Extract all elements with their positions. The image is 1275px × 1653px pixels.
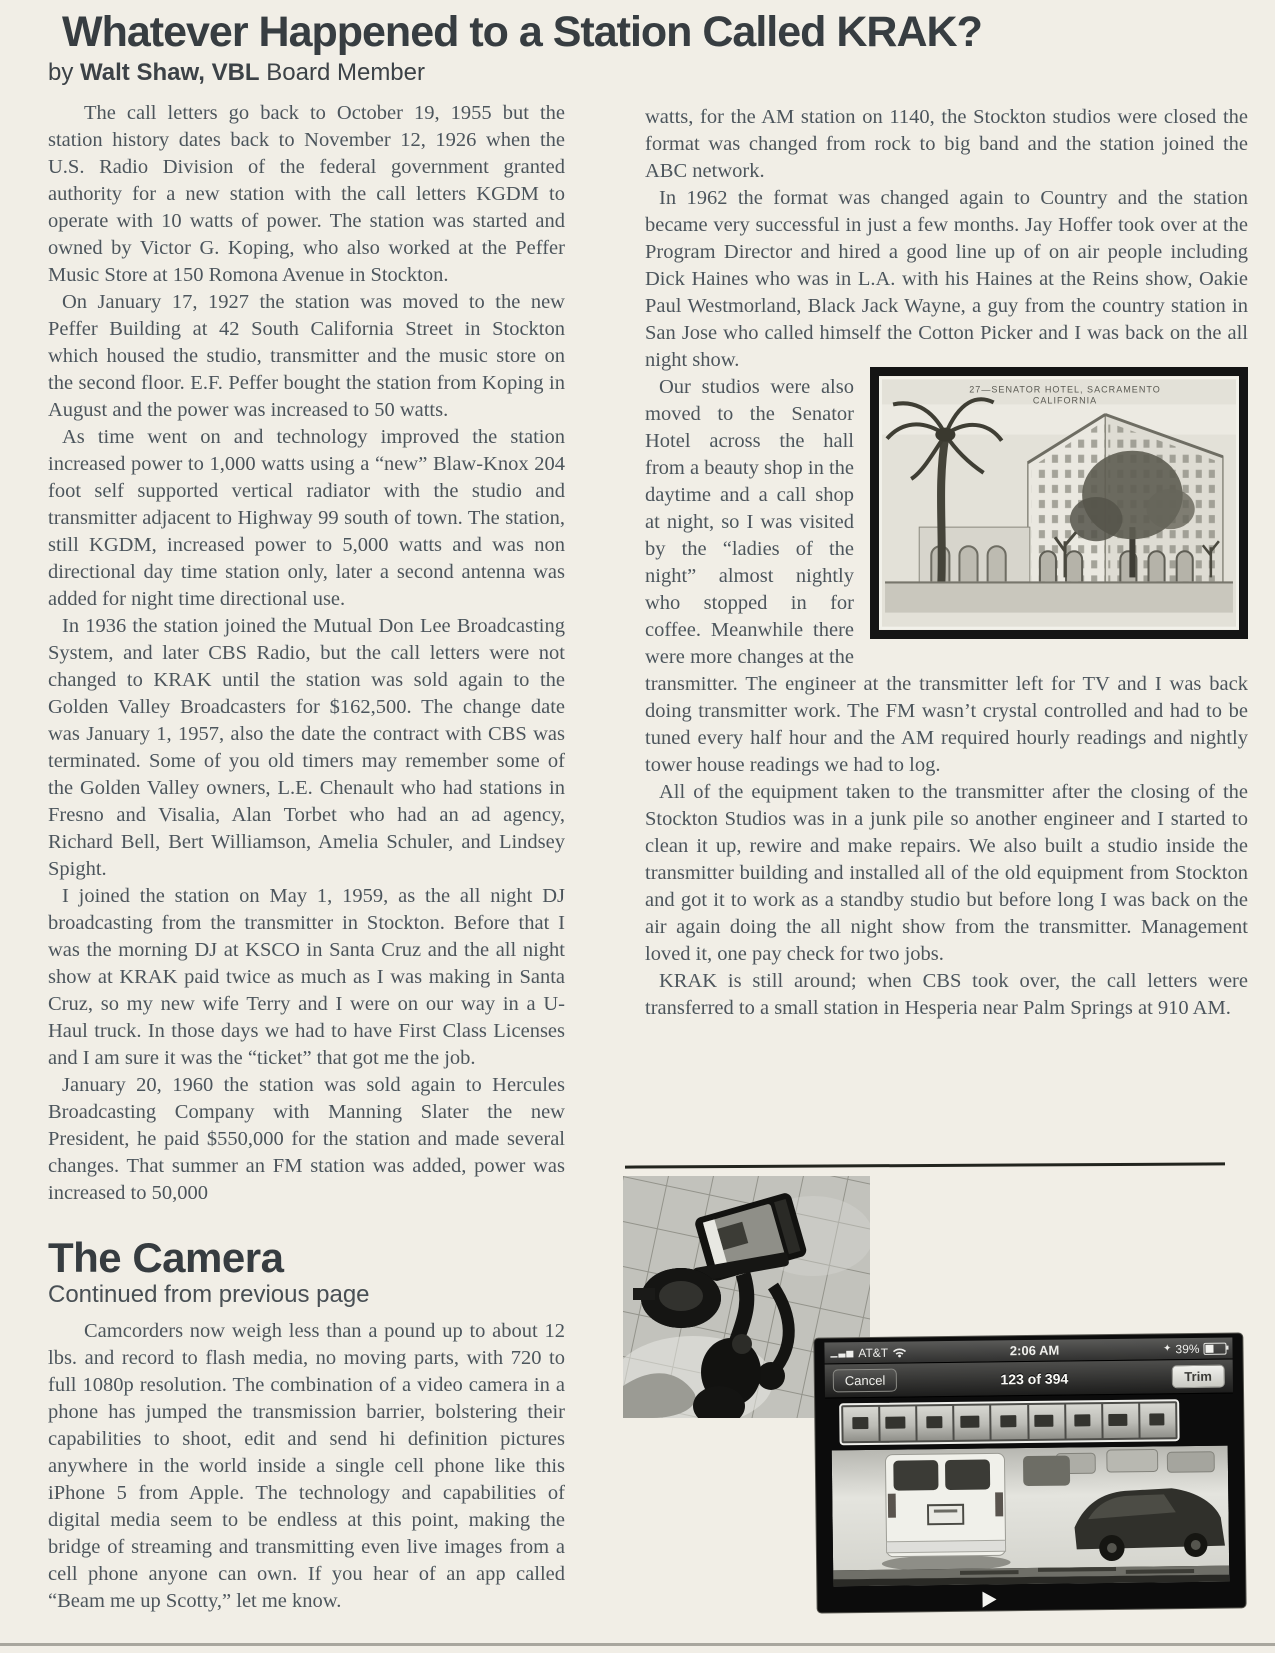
filmstrip-thumbnail <box>992 1405 1028 1439</box>
byline-author: Walt Shaw, VBL <box>80 59 260 86</box>
right-column <box>645 104 1248 1022</box>
postcard-caption-line1: 27—SENATOR HOTEL, SACRAMENTO <box>969 384 1161 395</box>
filmstrip-thumbnail <box>843 1407 879 1441</box>
paragraph: The call letters go back to October 19, 1955 but the station history dates back to November 12, 1926 when the U.S. Radio Division of the federal government granted authority for a new station with the call letters KGDM to operate with 10 watts of power. The station was started and owned by Victor G. Koping, who also worked at the Peffer Music Store at 150 Romona Avenue in Stockton. <box>48 102 565 286</box>
battery-percent-label: 39% <box>1175 1341 1200 1356</box>
video-frame <box>832 1446 1230 1587</box>
paragraph-text: and I was back on the all night show. <box>645 322 1248 371</box>
signal-bars-icon: ▁▃▅ <box>830 1347 855 1358</box>
paragraph: Our studios were also moved to the Senator Hotel across the hall from a beauty shop in the daytime and a call shop at night, so I was visited by the “ladies of the night” almost nightly who stopped in for coffee. Meanwhile there were more changes at the transmitter. The engineer at the transmitter left for TV and I was back doing transmitter work. The FM wasn’t crystal controlled and had to be tuned every half hour and the AM required hourly readings and nightly tower house readings we had to log. <box>645 376 1248 776</box>
paragraph: On January 17, 1927 the station was moved to the new Peffer Building at 42 South California Street in Stockton which housed the studio, transmitter and the music store on the second floor. E.F. Peffer bought the station from Koping in August and the power was increased to 50 watts. <box>48 291 565 421</box>
paragraph: All of the equipment taken to the transmitter after the closing of the Stockton Studios was in a junk pile so another engineer and I started to clean it up, rewire and make repairs. We also built a studio inside the transmitter building and installed all of the old equipment from Stockton and got it to work as a standby studio but before long I was back on the air again doing the all night show from the transmitter. Management loved it, one pay check for two jobs. <box>645 781 1248 965</box>
paragraph: Camcorders now weigh less than a pound up to about 12 lbs. and record to flash media, no moving parts, with 720 to full 1080p resolution. The combination of a video camera in a phone has jumped the transmission barrier, bolstering their capabilities to shoot, edit and send hi definition pictures anywhere in the world inside a single cell phone like this iPhone 5 from Apple. The technology and capabilities of digital media seem to be endless at this point, making the bridge of streaming and transmitting even live images from a cell phone anyone can own. If you hear of an app called “Beam me up Scotty,” let me know. <box>48 1320 565 1612</box>
filmstrip-thumbnail <box>917 1406 953 1440</box>
cancel-button: Cancel <box>833 1369 898 1393</box>
article1-header <box>48 8 1228 87</box>
paragraph: In 1936 the station joined the Mutual Don Lee Broadcasting System, and later CBS Radio, but the call letters were not changed to KRAK until the station was sold again to the Golden Valley Broadcasters for $162,500. The change date was January 1, 1957, also the date the contract with CBS was terminated. Some of you old timers may remember some of the Golden Valley owners, L.E. Chenault who had stations in Fresno and Visalia, Alan Torbet who had an ad agency, Richard Bell, Bert Williamson, Amelia Schuler, and Lindsey Spight. <box>48 615 565 880</box>
video-filmstrip <box>839 1399 1179 1445</box>
filmstrip-thumbnail <box>1103 1404 1139 1438</box>
iphone-nav-bar <box>825 1360 1233 1399</box>
page-bottom-rule <box>0 1643 1275 1646</box>
bluetooth-icon: ✦ <box>1163 1343 1172 1355</box>
carrier-label: AT&T <box>858 1345 889 1360</box>
senator-hotel-illustration <box>879 376 1239 630</box>
iphone-trim-screenshot <box>814 1333 1245 1612</box>
clock-label: 2:06 AM <box>1009 1342 1060 1359</box>
postcard-caption-line2: CALIFORNIA <box>1032 395 1098 406</box>
paragraph: I joined the station on May 1, 1959, as the all night DJ broadcasting from the transmitter in Stockton. Before that I was the morning DJ at KSCO in Santa Cruz and the all night show at KRAK paid twice as much as I was making in Santa Cruz, so my new wife Terry and I were on our way in a U-Haul truck. In those days we had to have First Class Licenses and I am sure it was the “ticket” that got me the job. <box>48 885 565 1069</box>
video-controls-bar <box>827 1581 1235 1616</box>
battery-icon <box>1203 1342 1226 1354</box>
article2-title: The Camera <box>48 1234 284 1281</box>
filmstrip-thumbnail <box>880 1406 916 1440</box>
filmstrip-thumbnail <box>1140 1403 1176 1437</box>
byline-prefix: by <box>48 59 81 86</box>
senator-hotel-postcard <box>870 367 1248 639</box>
left-column <box>48 100 565 1615</box>
paragraph-text: In 1962 the format was changed again to Country and the station became very successful in just a few months. Jay Hoffer took over at the Program Director and hired a good line up of on air people including Dick Haines who was in L.A. with his Haines at the Reins show, Oakie Paul Westmorland, Black Jack Wayne, a guy from the country station in San Jose who called himself the Cotton Picker <box>645 187 1248 344</box>
paragraph: As time went on and technology improved the station increased power to 1,000 watts using a “new” Blaw-Knox 204 foot self supported vertical radiator with the studio and transmitter adjacent to Highway 99 south of town. The station, still KGDM, increased power to 5,000 watts and was non directional day time station only, later a second antenna was added for night time directional use. <box>48 426 565 610</box>
paragraph: January 20, 1960 the station was sold again to Hercules Broadcasting Company with Manning Slater the new President, he paid $550,000 for the station and made several changes. That summer an FM station was added, power was increased to 50,000 <box>48 1074 565 1204</box>
article1-byline <box>48 59 1228 87</box>
paragraph: watts, for the AM station on 1140, the Stockton studios were closed the format was changed from rock to big band and the station joined the ABC network. <box>645 106 1248 182</box>
trim-button: Trim <box>1171 1365 1225 1389</box>
parking-lot-video-still <box>832 1446 1230 1587</box>
filmstrip-thumbnail <box>1066 1404 1102 1438</box>
section-divider <box>625 1162 1225 1168</box>
wifi-icon <box>892 1347 906 1358</box>
article1-title: Whatever Happened to a Station Called KRAK? <box>62 8 982 56</box>
paragraph: KRAK is still around; when CBS took over, the call letters were transferred to a small station in Hesperia near Palm Springs at 910 AM. <box>645 970 1248 1019</box>
filmstrip-thumbnail <box>1029 1405 1065 1439</box>
filmstrip-thumbnail <box>955 1405 991 1439</box>
byline-suffix: Board Member <box>259 59 425 86</box>
paragraph <box>645 185 1248 406</box>
photo-counter: 123 of 394 <box>1000 1370 1069 1387</box>
article2-subtitle: Continued from previous page <box>48 1281 370 1308</box>
play-icon <box>982 1591 996 1607</box>
